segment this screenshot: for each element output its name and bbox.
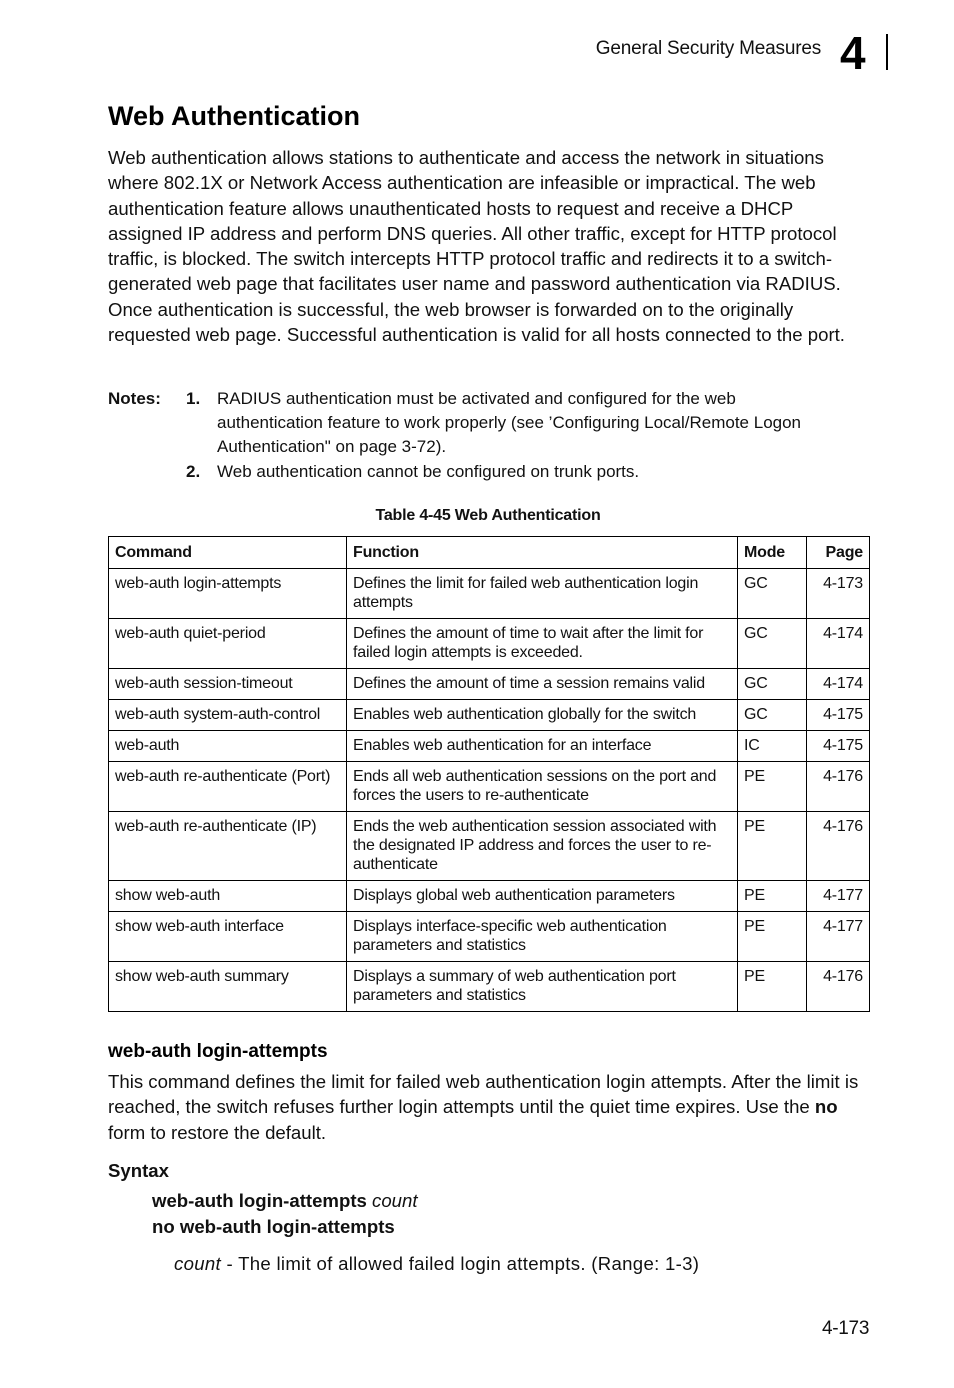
note-number: 2. [186, 462, 201, 481]
cell-function: Ends all web authentication sessions on the port and forces the users to re-authenticate [347, 762, 738, 812]
cell-page: 4-174 [807, 669, 870, 700]
cell-function: Defines the amount of time to wait after the limit for failed login attempts is exceeded. [347, 619, 738, 669]
cell-function: Displays global web authentication parameters [347, 881, 738, 912]
table-row [109, 881, 870, 912]
header-page: Page [807, 537, 870, 569]
table-row [109, 669, 870, 700]
command-description-text: This command defines the limit for failed web authentication login attempts. After the limit is reached, the switch refuses further login attempts until the quiet time expires. Use the [108, 1071, 859, 1118]
header-mode: Mode [738, 537, 807, 569]
syntax-command: no web-auth login-attempts [152, 1216, 395, 1237]
table-row [109, 700, 870, 731]
cell-command: web-auth session-timeout [109, 669, 347, 700]
header-command: Command [109, 537, 347, 569]
table-row [109, 962, 870, 1012]
cell-mode: PE [738, 812, 807, 881]
note-number: 1. [186, 389, 201, 408]
cell-function: Defines the limit for failed web authentication login attempts [347, 569, 738, 619]
cell-page: 4-177 [807, 912, 870, 962]
page-title: Web Authentication [108, 101, 360, 131]
cell-command: web-auth [109, 731, 347, 762]
no-keyword: no [814, 1096, 838, 1118]
intro-paragraph: Web authentication allows stations to authenticate and access the network in situations where 802.1X or Network Access authentication are infeasible or impractical. The web authentication feature allows unauthenticated hosts to request and receive a DHCP assigned IP address and perform DNS queries. All other traffic, except for HTTP protocol traffic, is blocked. The switch intercepts HTTP protocol traffic and redirects it to a switch-generated web page that facilitates user name and password authentication via RADIUS. Once authentication is successful, the web browser is forwarded on to the originally requested web page. Successful authentication is valid for all hosts connected to the port. [108, 147, 845, 346]
cell-function: Displays a summary of web authentication port parameters and statistics [347, 962, 738, 1012]
notes-label: Notes: [108, 389, 161, 408]
table-row [109, 912, 870, 962]
cell-command: web-auth re-authenticate (IP) [109, 812, 347, 881]
cell-command: web-auth login-attempts [109, 569, 347, 619]
command-table [108, 536, 870, 1012]
note-text: RADIUS authentication must be activated and configured for the web authentication feature to work properly (see ’Configuring Local/Remote Logon Authentication" on page 3-72). [217, 389, 802, 456]
command-description [108, 1069, 868, 1145]
header-function: Function [347, 537, 738, 569]
cell-function: Defines the amount of time a session remains valid [347, 669, 738, 700]
cell-page: 4-175 [807, 731, 870, 762]
cell-command: show web-auth summary [109, 962, 347, 1012]
command-description-text: form to restore the default. [108, 1121, 327, 1143]
chapter-number: 4 [840, 27, 866, 79]
cell-function: Ends the web authentication session associated with the designated IP address and forces the user to re-authenticate [347, 812, 738, 881]
syntax-line [152, 1190, 418, 1212]
section-title: General Security Measures [595, 38, 821, 59]
cell-page: 4-177 [807, 881, 870, 912]
cell-mode: GC [738, 700, 807, 731]
cell-command: show web-auth interface [109, 912, 347, 962]
table-header-row [109, 537, 870, 569]
parameter-text: - The limit of allowed failed login attempts. (Range: 1-3) [221, 1253, 700, 1274]
cell-mode: IC [738, 731, 807, 762]
command-heading: web-auth login-attempts [108, 1041, 328, 1062]
cell-page: 4-173 [807, 569, 870, 619]
cell-mode: PE [738, 762, 807, 812]
cell-page: 4-176 [807, 812, 870, 881]
cell-function: Displays interface-specific web authentication parameters and statistics [347, 912, 738, 962]
table-row [109, 619, 870, 669]
cell-page: 4-174 [807, 619, 870, 669]
note-text: Web authentication cannot be configured on trunk ports. [217, 462, 640, 481]
parameter-description [174, 1253, 699, 1275]
cell-mode: PE [738, 962, 807, 1012]
cell-mode: GC [738, 569, 807, 619]
cell-command: show web-auth [109, 881, 347, 912]
parameter-name: count [174, 1253, 221, 1274]
cell-command: web-auth system-auth-control [109, 700, 347, 731]
syntax-heading: Syntax [108, 1160, 169, 1181]
cell-command: web-auth re-authenticate (Port) [109, 762, 347, 812]
cell-mode: GC [738, 669, 807, 700]
cell-mode: PE [738, 881, 807, 912]
cell-page: 4-176 [807, 962, 870, 1012]
chapter-tab-bar [886, 34, 888, 70]
syntax-argument: count [372, 1190, 418, 1211]
syntax-command: web-auth login-attempts [152, 1190, 367, 1211]
cell-page: 4-175 [807, 700, 870, 731]
cell-function: Enables web authentication globally for the switch [347, 700, 738, 731]
table-row [109, 731, 870, 762]
cell-command: web-auth quiet-period [109, 619, 347, 669]
page-number: 4-173 [822, 1318, 870, 1339]
syntax-line [152, 1216, 395, 1238]
table-row [109, 762, 870, 812]
cell-mode: GC [738, 619, 807, 669]
cell-page: 4-176 [807, 762, 870, 812]
table-row [109, 812, 870, 881]
table-row [109, 569, 870, 619]
cell-mode: PE [738, 912, 807, 962]
cell-function: Enables web authentication for an interface [347, 731, 738, 762]
table-caption: Table 4-45 Web Authentication [375, 507, 601, 524]
